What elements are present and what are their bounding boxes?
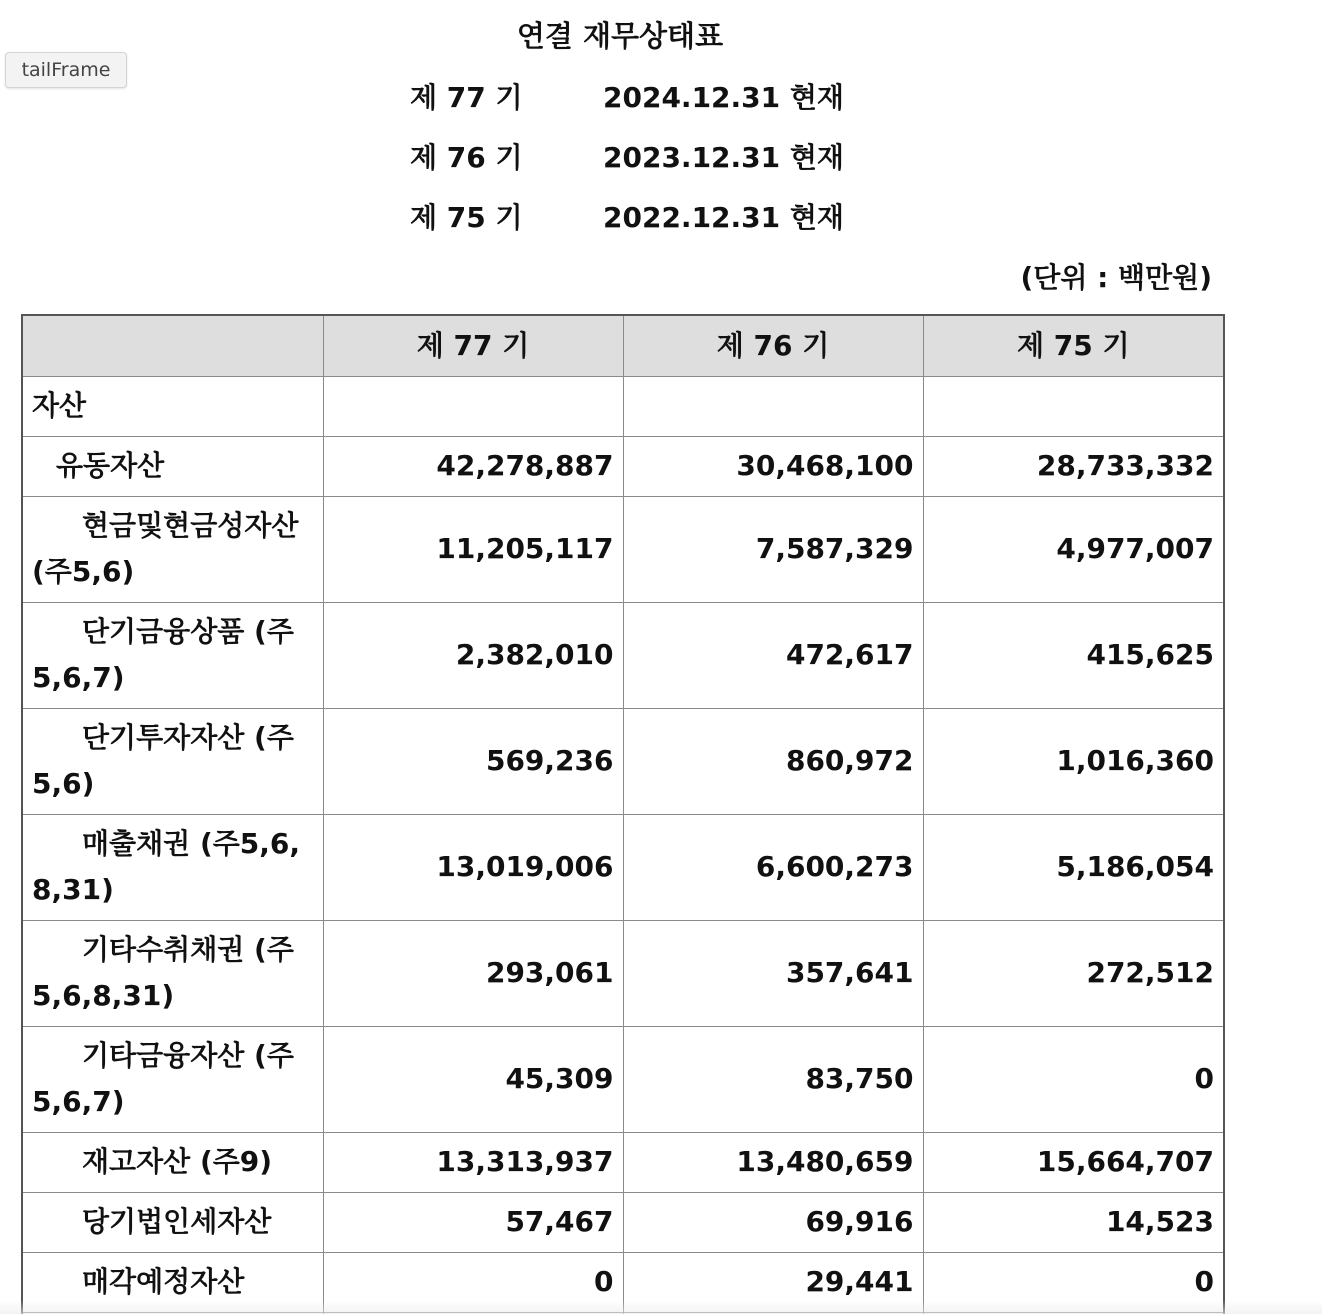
account-name: 매각예정자산 <box>82 1265 245 1298</box>
account-name: 자산 <box>32 389 87 422</box>
table-row <box>22 1026 1224 1132</box>
value-cell: 13,019,006 <box>323 814 623 920</box>
value-cell <box>623 376 923 436</box>
account-name-cell <box>22 1252 323 1312</box>
header-cell-period-76: 제 76 기 <box>623 315 923 376</box>
value-cell: 0 <box>323 1252 623 1312</box>
account-name-cell <box>22 708 323 814</box>
period-date: 2022.12.31 현재 <box>603 201 844 234</box>
table-row <box>22 496 1224 602</box>
value-cell: 57,467 <box>323 1192 623 1252</box>
header-cell-period-75: 제 75 기 <box>923 315 1224 376</box>
value-cell: 293,061 <box>323 920 623 1026</box>
unit-label: (단위 : 백만원) <box>1020 261 1212 294</box>
value-cell: 14,523 <box>923 1192 1224 1252</box>
balance-sheet-table <box>21 314 1225 1314</box>
account-name: 유동자산 <box>56 449 165 482</box>
account-name-cell <box>22 376 323 436</box>
account-name-cell <box>22 920 323 1026</box>
value-cell: 4,977,007 <box>923 496 1224 602</box>
table-body <box>22 376 1224 1314</box>
period-label: 제 75 기 <box>410 201 523 234</box>
account-name-cell <box>22 1192 323 1252</box>
table-row <box>22 1132 1224 1192</box>
value-cell: 860,972 <box>623 708 923 814</box>
value-cell: 272,512 <box>923 920 1224 1026</box>
value-cell: 357,641 <box>623 920 923 1026</box>
account-name: 단기투자자산 (주5,6) <box>32 721 294 800</box>
value-cell: 29,441 <box>623 1252 923 1312</box>
table-row <box>22 1192 1224 1252</box>
tail-frame-button[interactable]: tailFrame <box>5 52 127 88</box>
value-cell: 415,625 <box>923 602 1224 708</box>
value-cell: 42,278,887 <box>323 436 623 496</box>
period-date: 2024.12.31 현재 <box>603 81 844 114</box>
account-name-cell <box>22 1026 323 1132</box>
value-cell <box>923 376 1224 436</box>
value-cell: 6,600,273 <box>623 814 923 920</box>
account-name-cell <box>22 496 323 602</box>
account-name: 기타수취채권 (주5,6,8,31) <box>32 933 294 1012</box>
account-name-cell <box>22 814 323 920</box>
value-cell: 1,016,360 <box>923 708 1224 814</box>
value-cell: 0 <box>923 1026 1224 1132</box>
period-date: 2023.12.31 현재 <box>603 141 844 174</box>
table-row <box>22 920 1224 1026</box>
value-cell: 15,664,707 <box>923 1132 1224 1192</box>
value-cell: 7,587,329 <box>623 496 923 602</box>
value-cell: 569,236 <box>323 708 623 814</box>
value-cell: 0 <box>923 1252 1224 1312</box>
table-row <box>22 814 1224 920</box>
account-name: 단기금융상품 (주5,6,7) <box>32 615 294 694</box>
account-name-cell <box>22 602 323 708</box>
account-name-cell <box>22 1132 323 1192</box>
table-row <box>22 376 1224 436</box>
account-name-cell <box>22 436 323 496</box>
value-cell: 69,916 <box>623 1192 923 1252</box>
table-row <box>22 1252 1224 1312</box>
table-header-row <box>22 315 1224 376</box>
account-name: 매출채권 (주5,6,8,31) <box>32 827 301 906</box>
value-cell: 11,205,117 <box>323 496 623 602</box>
table-row <box>22 602 1224 708</box>
table-row <box>22 708 1224 814</box>
account-name: 기타금융자산 (주5,6,7) <box>32 1039 294 1118</box>
value-cell: 83,750 <box>623 1026 923 1132</box>
value-cell <box>323 376 623 436</box>
value-cell: 5,186,054 <box>923 814 1224 920</box>
period-label: 제 77 기 <box>410 81 523 114</box>
value-cell: 2,382,010 <box>323 602 623 708</box>
value-cell: 30,468,100 <box>623 436 923 496</box>
value-cell: 472,617 <box>623 602 923 708</box>
header-cell-label <box>22 315 323 376</box>
account-name: 재고자산 (주9) <box>82 1145 273 1178</box>
statement-title: 연결 재무상태표 <box>516 19 724 53</box>
value-cell: 45,309 <box>323 1026 623 1132</box>
header-cell-period-77: 제 77 기 <box>323 315 623 376</box>
period-label: 제 76 기 <box>410 141 523 174</box>
value-cell: 13,313,937 <box>323 1132 623 1192</box>
account-name: 당기법인세자산 <box>82 1205 272 1238</box>
account-name: 현금및현금성자산 (주5,6) <box>32 509 299 588</box>
table-row <box>22 436 1224 496</box>
value-cell: 28,733,332 <box>923 436 1224 496</box>
value-cell: 13,480,659 <box>623 1132 923 1192</box>
